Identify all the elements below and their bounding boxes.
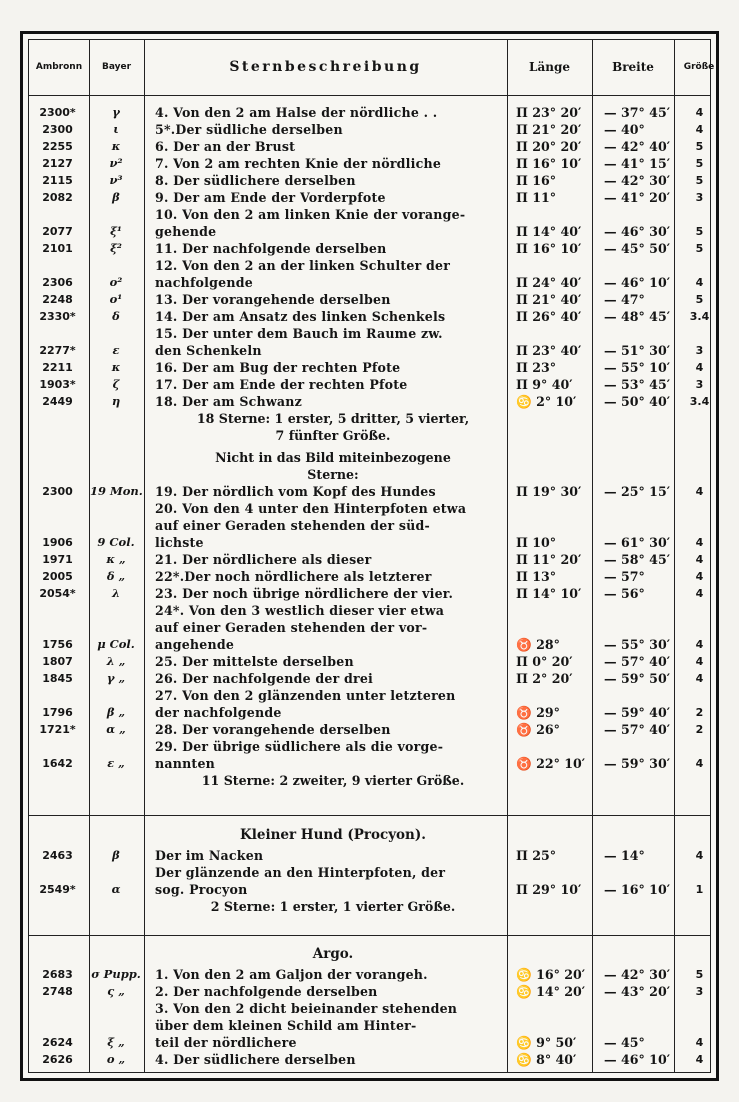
bayer-designation: δ	[112, 309, 120, 323]
star-description: 13. Der vorangehende derselben	[155, 292, 391, 307]
latitude-value: — 43° 20′	[604, 984, 671, 999]
star-row-continuation	[29, 1017, 710, 1034]
latitude-value: — 48° 45′	[604, 309, 671, 324]
bayer-designation: ο²	[109, 275, 123, 289]
bayer-designation: ξ²	[110, 241, 122, 255]
longitude-value: Π 14° 10′	[516, 586, 582, 601]
star-description: 25. Der mittelste derselben	[155, 654, 354, 669]
bayer-designation: ο „	[106, 1052, 126, 1066]
latitude-value: — 57° 40′	[604, 654, 671, 669]
catalog-number: 1971	[42, 553, 73, 566]
star-row-continuation	[29, 619, 710, 636]
magnitude-value: 5	[695, 225, 704, 238]
star-description: 16. Der am Bug der rechten Pfote	[155, 360, 401, 375]
summary-line: 18 Sterne: 1 erster, 5 dritter, 5 vierter,	[196, 411, 470, 426]
latitude-value: — 41° 15′	[604, 156, 671, 171]
star-description: 22*.Der noch nördlichere als letzterer	[155, 569, 432, 584]
longitude-value: Π 16°	[516, 173, 557, 188]
bayer-designation: 9 Col.	[97, 535, 135, 549]
magnitude-value: 3	[695, 378, 704, 391]
header-description: Sternbeschreibung	[229, 59, 422, 75]
star-row-continuation	[29, 517, 710, 534]
catalog-number: 2463	[42, 849, 73, 862]
longitude-value: Π 11° 20′	[516, 552, 582, 567]
header-bayer: Bayer	[101, 62, 132, 72]
magnitude-value: 4	[695, 123, 704, 136]
header-ambronn: Ambronn	[35, 62, 83, 72]
star-description: den Schenkeln	[155, 343, 262, 358]
star-description: lichste	[155, 535, 204, 550]
bayer-designation: ς „	[107, 984, 125, 998]
star-row	[29, 257, 710, 274]
star-row	[29, 359, 710, 376]
longitude-value: Π 9° 40′	[516, 377, 573, 392]
bayer-designation: κ	[111, 360, 121, 374]
star-description: 11. Der nachfolgende derselben	[155, 241, 387, 256]
header-magnitude: Größe	[683, 62, 715, 72]
star-row-continuation	[29, 1034, 710, 1051]
latitude-value: — 40°	[604, 122, 645, 137]
magnitude-value: 4	[695, 672, 704, 685]
bayer-designation: ξ „	[107, 1035, 125, 1049]
star-row	[29, 568, 710, 585]
star-description: der nachfolgende	[155, 705, 282, 720]
bayer-designation: β	[112, 848, 120, 862]
latitude-value: — 37° 45′	[604, 105, 671, 120]
bayer-designation: κ	[111, 139, 121, 153]
magnitude-value: 3.4	[689, 310, 710, 323]
longitude-value: Π 16° 10′	[516, 241, 582, 256]
latitude-value: — 59° 40′	[604, 705, 671, 720]
catalog-number: 2255	[42, 140, 73, 153]
star-row	[29, 687, 710, 704]
star-description: 28. Der vorangehende derselben	[155, 722, 391, 737]
latitude-value: — 57°	[604, 569, 645, 584]
star-description: 1. Von den 2 am Galjon der vorangeh.	[155, 967, 428, 982]
bayer-designation: ζ	[112, 377, 120, 391]
magnitude-value: 3	[695, 344, 704, 357]
star-description: 12. Von den 2 an der linken Schulter der	[155, 258, 451, 273]
magnitude-value: 3	[695, 191, 704, 204]
catalog-number: 2082	[42, 191, 73, 204]
star-row	[29, 189, 710, 206]
latitude-value: — 16° 10′	[604, 882, 671, 897]
latitude-value: — 25° 15′	[604, 484, 671, 499]
latitude-value: — 45°	[604, 1035, 645, 1050]
catalog-number: 1796	[42, 706, 73, 719]
bayer-designation: α	[111, 882, 121, 896]
bayer-designation: β	[112, 190, 120, 204]
latitude-value: — 45° 50′	[604, 241, 671, 256]
star-description: 4. Der südlichere derselben	[155, 1052, 356, 1067]
longitude-value: Π 19° 30′	[516, 484, 582, 499]
star-row	[29, 376, 710, 393]
longitude-value: ♉ 22° 10′	[516, 756, 586, 771]
magnitude-value: 5	[695, 174, 704, 187]
latitude-value: — 14°	[604, 848, 645, 863]
star-row-continuation	[29, 755, 710, 772]
latitude-value: — 42° 30′	[604, 967, 671, 982]
star-row	[29, 602, 710, 619]
longitude-value: Π 16° 10′	[516, 156, 582, 171]
latitude-value: — 56°	[604, 586, 645, 601]
longitude-value: ♉ 28°	[516, 637, 560, 652]
catalog-number: 2549*	[39, 883, 76, 896]
star-description: gehende	[155, 224, 217, 239]
star-row-continuation	[29, 881, 710, 898]
bayer-designation: γ	[112, 105, 120, 119]
magnitude-value: 4	[695, 570, 704, 583]
star-description: Der glänzende an den Hinterpfoten, der	[155, 865, 446, 880]
latitude-value: — 41° 20′	[604, 190, 671, 205]
bayer-designation: σ Pupp.	[91, 967, 141, 981]
longitude-value: ♋ 8° 40′	[516, 1052, 577, 1067]
longitude-value: Π 25°	[516, 848, 557, 863]
star-row	[29, 155, 710, 172]
catalog-number: 1721*	[39, 723, 76, 736]
catalog-number: 2624	[42, 1036, 73, 1049]
star-row	[29, 138, 710, 155]
section-divider	[29, 935, 710, 936]
star-row-continuation	[29, 704, 710, 721]
longitude-value: Π 29° 10′	[516, 882, 582, 897]
magnitude-value: 4	[695, 106, 704, 119]
star-row	[29, 393, 710, 410]
bayer-designation: δ „	[106, 569, 126, 583]
bayer-designation: κ „	[106, 552, 126, 566]
magnitude-value: 4	[695, 553, 704, 566]
star-description: 21. Der nördlichere als dieser	[155, 552, 372, 567]
bayer-designation: β „	[106, 705, 126, 719]
longitude-value: ♉ 26°	[516, 722, 560, 737]
magnitude-value: 3	[695, 985, 704, 998]
latitude-value: — 59° 50′	[604, 671, 671, 686]
bayer-designation: ι	[113, 122, 119, 136]
star-description: 23. Der noch übrige nördlichere der vier.	[155, 586, 454, 601]
star-description: Der im Nacken	[155, 848, 264, 863]
magnitude-value: 4	[695, 849, 704, 862]
star-row-continuation	[29, 534, 710, 551]
star-description: 17. Der am Ende der rechten Pfote	[155, 377, 408, 392]
magnitude-value: 4	[695, 1036, 704, 1049]
longitude-value: Π 11°	[516, 190, 557, 205]
star-description: 14. Der am Ansatz des linken Schenkels	[155, 309, 446, 324]
star-description: sog. Procyon	[155, 882, 248, 897]
star-description: nannten	[155, 756, 216, 771]
star-description: 8. Der südlichere derselben	[155, 173, 356, 188]
catalog-number: 2449	[42, 395, 73, 408]
star-description: 15. Der unter dem Bauch im Raume zw.	[155, 326, 443, 341]
star-row	[29, 670, 710, 687]
bayer-designation: μ Col.	[97, 637, 135, 651]
catalog-number: 2115	[42, 174, 73, 187]
star-row	[29, 121, 710, 138]
header-latitude: Breite	[612, 60, 654, 74]
latitude-value: — 47°	[604, 292, 645, 307]
longitude-value: ♋ 14° 20′	[516, 984, 586, 999]
catalog-number: 2330*	[39, 310, 76, 323]
magnitude-value: 2	[695, 706, 704, 719]
catalog-number: 2306	[42, 276, 73, 289]
catalog-number: 2077	[42, 225, 73, 238]
summary-line: 2 Sterne: 1 erster, 1 vierter Größe.	[210, 899, 456, 914]
magnitude-value: 4	[695, 1053, 704, 1066]
star-row	[29, 1000, 710, 1017]
star-description: 20. Von den 4 unter den Hinterpfoten etwa	[155, 501, 467, 516]
longitude-value: Π 23°	[516, 360, 557, 375]
star-description: 5*.Der südliche derselben	[155, 122, 343, 137]
star-catalog-table	[28, 39, 715, 1073]
bayer-designation: ν²	[109, 156, 123, 170]
catalog-number: 2054*	[39, 587, 76, 600]
catalog-number: 2211	[42, 361, 73, 374]
bayer-designation: ο¹	[109, 292, 123, 306]
catalog-number: 2300	[42, 123, 73, 136]
magnitude-value: 4	[695, 638, 704, 651]
star-description: angehende	[155, 637, 235, 652]
magnitude-value: 5	[695, 140, 704, 153]
star-row	[29, 483, 710, 500]
magnitude-value: 1	[695, 883, 704, 896]
star-description: über dem kleinen Schild am Hinter-	[155, 1018, 417, 1033]
header-divider	[29, 95, 710, 96]
bayer-designation: ξ¹	[110, 224, 122, 238]
star-row	[29, 864, 710, 881]
longitude-value: ♋ 16° 20′	[516, 967, 586, 982]
bayer-designation: η	[111, 394, 121, 408]
longitude-value: ♉ 29°	[516, 705, 560, 720]
star-description: 6. Der an der Brust	[155, 139, 296, 154]
magnitude-value: 4	[695, 276, 704, 289]
catalog-number: 2005	[42, 570, 73, 583]
magnitude-value: 4	[695, 485, 704, 498]
star-row	[29, 847, 710, 864]
longitude-value: Π 20° 20′	[516, 139, 582, 154]
catalog-number: 1903*	[39, 378, 76, 391]
catalog-number: 1906	[42, 536, 73, 549]
star-row-continuation	[29, 636, 710, 653]
star-row	[29, 983, 710, 1000]
subheading: Sterne:	[307, 467, 359, 482]
magnitude-value: 4	[695, 757, 704, 770]
latitude-value: — 55° 30′	[604, 637, 671, 652]
star-row	[29, 240, 710, 257]
star-row	[29, 172, 710, 189]
star-row	[29, 721, 710, 738]
longitude-value: Π 14° 40′	[516, 224, 582, 239]
magnitude-value: 2	[695, 723, 704, 736]
star-description: 2. Der nachfolgende derselben	[155, 984, 378, 999]
star-description: 29. Der übrige südlichere als die vorge-	[155, 739, 444, 754]
star-description: auf einer Geraden stehenden der süd-	[155, 518, 430, 533]
bayer-designation: λ	[111, 586, 121, 600]
star-description: auf einer Geraden stehenden der vor-	[155, 620, 428, 635]
star-row	[29, 325, 710, 342]
latitude-value: — 46° 30′	[604, 224, 671, 239]
star-row	[29, 551, 710, 568]
section-title: Kleiner Hund (Procyon).	[240, 827, 426, 843]
longitude-value: Π 13°	[516, 569, 557, 584]
star-row-continuation	[29, 342, 710, 359]
star-row	[29, 206, 710, 223]
longitude-value: Π 21° 40′	[516, 292, 582, 307]
magnitude-value: 5	[695, 293, 704, 306]
bayer-designation: γ „	[106, 671, 126, 685]
latitude-value: — 58° 45′	[604, 552, 671, 567]
star-description: teil der nördlichere	[155, 1035, 297, 1050]
star-description: 19. Der nördlich vom Kopf des Hundes	[155, 484, 436, 499]
catalog-number: 2300	[42, 485, 73, 498]
magnitude-value: 5	[695, 157, 704, 170]
catalog-number: 2300*	[39, 106, 76, 119]
latitude-value: — 55° 10′	[604, 360, 671, 375]
subheading: Nicht in das Bild miteinbezogene	[215, 450, 451, 465]
longitude-value: Π 10°	[516, 535, 557, 550]
star-description: 4. Von den 2 am Halse der nördliche . .	[155, 105, 438, 120]
star-description: 18. Der am Schwanz	[155, 394, 302, 409]
longitude-value: Π 23° 40′	[516, 343, 582, 358]
star-row	[29, 104, 710, 121]
bayer-designation: λ „	[106, 654, 126, 668]
star-description: nachfolgende	[155, 275, 253, 290]
star-description: 3. Von den 2 dicht beieinander stehenden	[155, 1001, 458, 1016]
latitude-value: — 51° 30′	[604, 343, 671, 358]
catalog-number: 1756	[42, 638, 73, 651]
latitude-value: — 50° 40′	[604, 394, 671, 409]
star-description: 26. Der nachfolgende der drei	[155, 671, 374, 686]
latitude-value: — 46° 10′	[604, 1052, 671, 1067]
star-description: 24*. Von den 3 westlich dieser vier etwa	[155, 603, 445, 618]
magnitude-value: 3.4	[689, 395, 710, 408]
longitude-value: ♋ 2° 10′	[516, 394, 577, 409]
star-row	[29, 738, 710, 755]
star-row	[29, 500, 710, 517]
longitude-value: Π 24° 40′	[516, 275, 582, 290]
magnitude-value: 4	[695, 655, 704, 668]
bayer-designation: ε	[112, 343, 120, 357]
star-description: 10. Von den 2 am linken Knie der vorange-	[155, 207, 466, 222]
star-description: 9. Der am Ende der Vorderpfote	[155, 190, 386, 205]
section-divider	[29, 815, 710, 816]
longitude-value: Π 0° 20′	[516, 654, 573, 669]
catalog-number: 2683	[42, 968, 73, 981]
star-row-continuation	[29, 274, 710, 291]
longitude-value: Π 26° 40′	[516, 309, 582, 324]
latitude-value: — 42° 40′	[604, 139, 671, 154]
latitude-value: — 42° 30′	[604, 173, 671, 188]
star-row	[29, 585, 710, 602]
star-row-continuation	[29, 223, 710, 240]
latitude-value: — 59° 30′	[604, 756, 671, 771]
catalog-number: 2127	[42, 157, 73, 170]
catalog-number: 2277*	[39, 344, 76, 357]
star-description: 27. Von den 2 glänzenden unter letzteren	[155, 688, 456, 703]
latitude-value: — 53° 45′	[604, 377, 671, 392]
star-row	[29, 291, 710, 308]
longitude-value: Π 21° 20′	[516, 122, 582, 137]
star-row	[29, 308, 710, 325]
bayer-designation: ε „	[107, 756, 125, 770]
catalog-number: 1807	[42, 655, 73, 668]
summary-line: 11 Sterne: 2 zweiter, 9 vierter Größe.	[201, 773, 465, 788]
magnitude-value: 4	[695, 536, 704, 549]
star-row	[29, 653, 710, 670]
star-row	[29, 966, 710, 983]
catalog-number: 2101	[42, 242, 73, 255]
star-description: 7. Von 2 am rechten Knie der nördliche	[155, 156, 442, 171]
longitude-value: ♋ 9° 50′	[516, 1035, 577, 1050]
catalog-number: 2626	[42, 1053, 73, 1066]
catalog-number: 1845	[42, 672, 73, 685]
catalog-number: 1642	[42, 757, 73, 770]
magnitude-value: 5	[695, 968, 704, 981]
longitude-value: Π 2° 20′	[516, 671, 573, 686]
header-longitude: Länge	[529, 60, 570, 74]
summary-line: 7 fünfter Größe.	[275, 428, 391, 443]
magnitude-value: 4	[695, 587, 704, 600]
longitude-value: Π 23° 20′	[516, 105, 582, 120]
magnitude-value: 5	[695, 242, 704, 255]
latitude-value: — 61° 30′	[604, 535, 671, 550]
magnitude-value: 4	[695, 361, 704, 374]
section-title: Argo.	[312, 946, 354, 962]
table-frame	[20, 31, 719, 1081]
catalog-number: 2248	[42, 293, 73, 306]
bayer-designation: α „	[106, 722, 126, 736]
latitude-value: — 46° 10′	[604, 275, 671, 290]
bayer-designation: ν³	[109, 173, 123, 187]
star-row	[29, 1051, 710, 1068]
catalog-number: 2748	[42, 985, 73, 998]
bayer-designation: 19 Mon.	[90, 484, 143, 498]
latitude-value: — 57° 40′	[604, 722, 671, 737]
